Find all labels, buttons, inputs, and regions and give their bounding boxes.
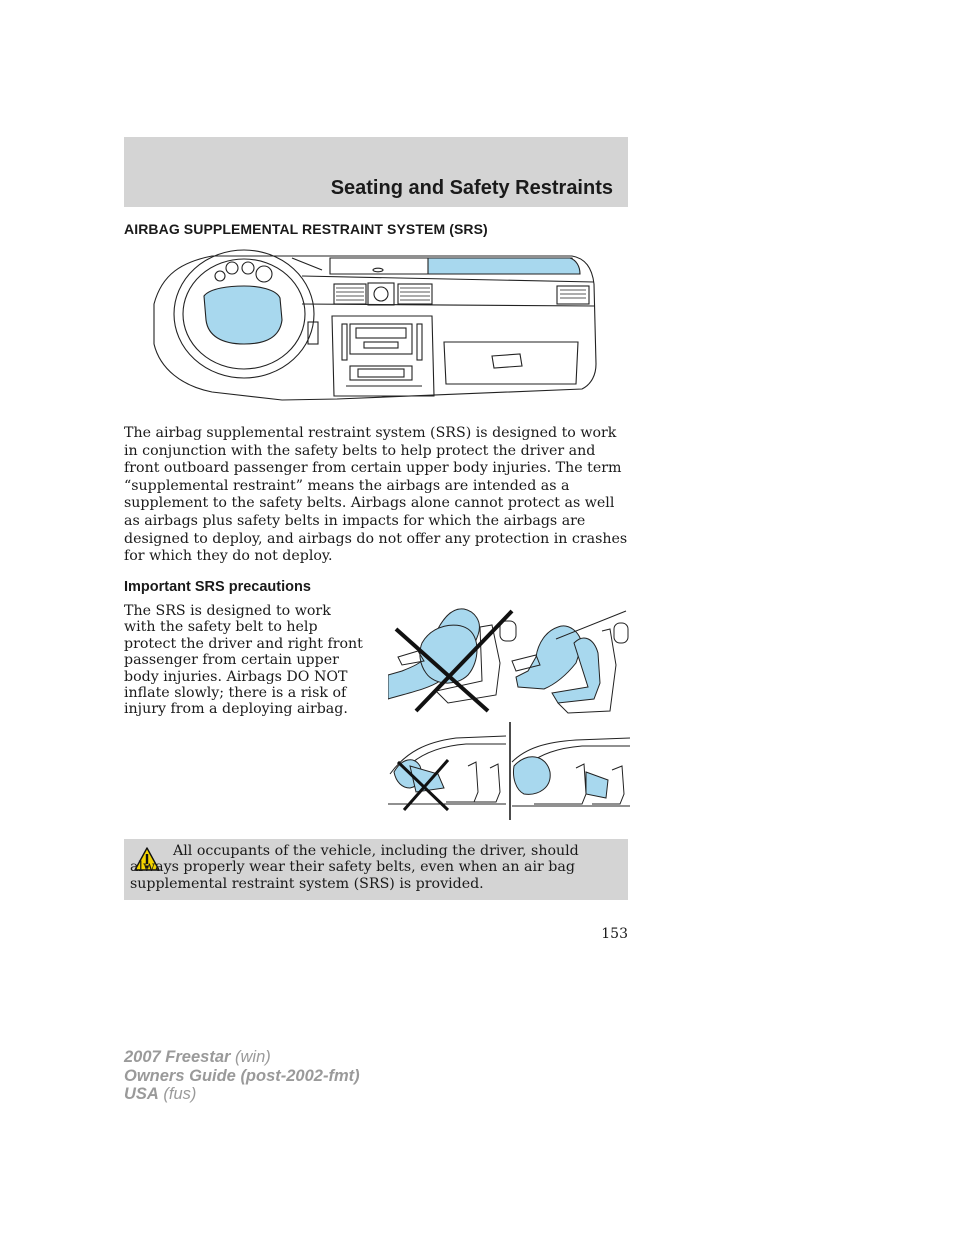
precautions-heading: Important SRS precautions bbox=[124, 579, 311, 595]
seating-position-illustration bbox=[388, 603, 630, 717]
warning-text: All occupants of the vehicle, including the driver, should always properly wear their safety belts, even when an air bag supplemental restraint system (SRS) is provided. bbox=[130, 843, 579, 892]
footer-guide: Owners Guide (post-2002-fmt) bbox=[124, 1066, 360, 1085]
footer-market: USA bbox=[124, 1085, 159, 1103]
dashboard-airbag-illustration bbox=[152, 244, 599, 402]
footer-market-code: (fus) bbox=[158, 1085, 197, 1103]
page-section-title: Seating and Safety Restraints bbox=[330, 177, 613, 199]
passenger-airbag-area bbox=[428, 258, 580, 274]
footer-model-code: (win) bbox=[230, 1048, 271, 1066]
safety-warning-box bbox=[124, 839, 628, 900]
section-header-band bbox=[124, 137, 628, 207]
srs-intro-paragraph: The airbag supplemental restraint system (SRS) is designed to work in conjunction with the safety belts to help protect the driver and front outboard passenger from certain upper body injuries. The term “supplemental restraint” means the airbags are intended as a supplement to the safety belts. Airbags alone cannot protect as well as airbags plus safety belts in impacts for which the airbags are designed to deploy, and airbags do not offer any protection in crashes for which they do not deploy. bbox=[124, 425, 628, 565]
srs-heading: AIRBAG SUPPLEMENTAL RESTRAINT SYSTEM (SRS) bbox=[124, 221, 488, 237]
footer-model: 2007 Freestar bbox=[124, 1048, 231, 1066]
document-footer bbox=[124, 1048, 360, 1104]
precautions-paragraph: The SRS is designed to work with the safety belt to help protect the driver and right front passenger from certain upper body injuries. Airbags DO NOT inflate slowly; there is a risk of injury from a deploying airbag. bbox=[124, 603, 363, 718]
page-number: 153 bbox=[601, 926, 628, 942]
child-seat-illustration bbox=[386, 722, 630, 820]
driver-airbag-area bbox=[204, 286, 282, 344]
